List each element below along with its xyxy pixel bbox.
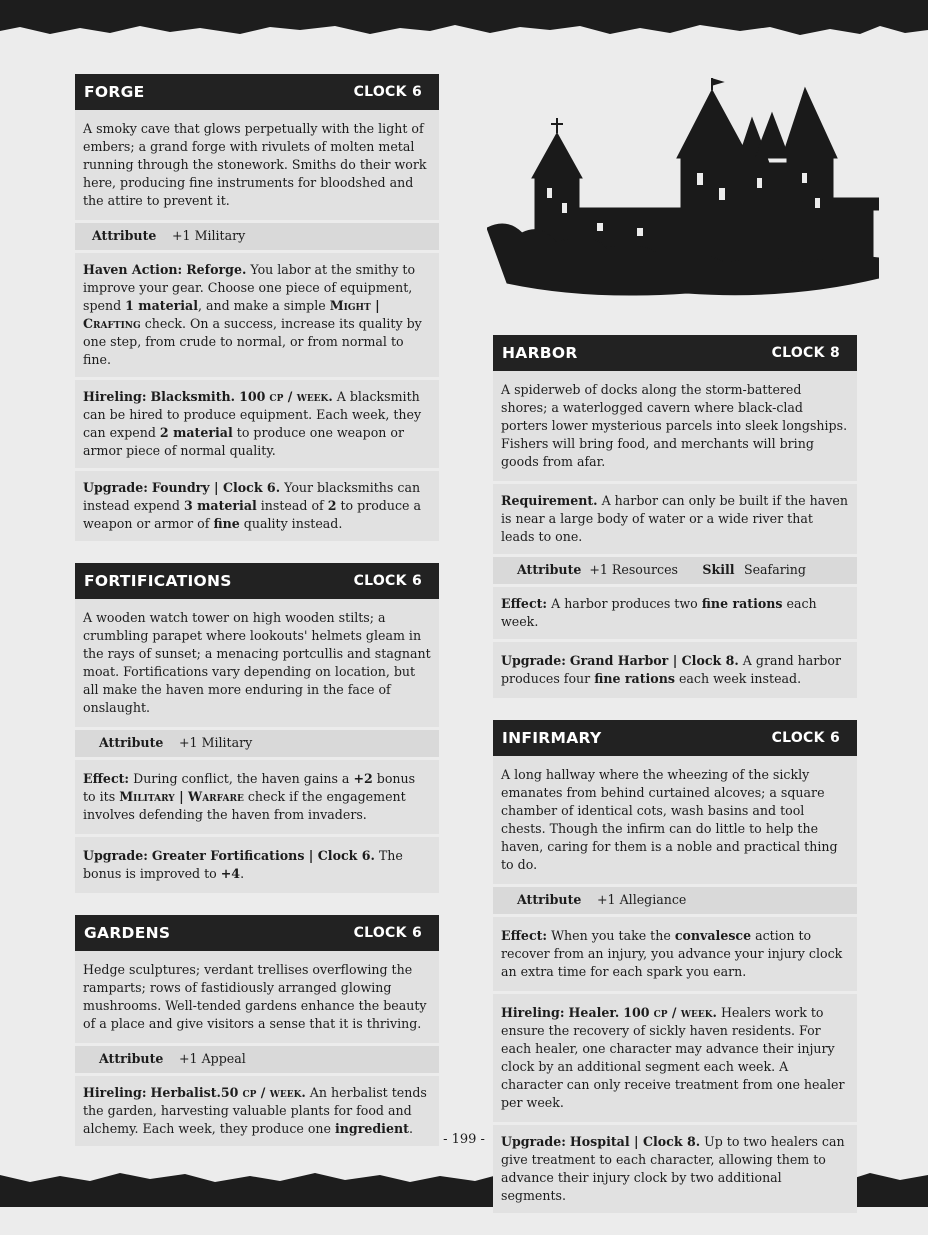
attribute-value: +1 Appeal (179, 1051, 246, 1066)
text: to produce a weapon or armor of (83, 498, 421, 531)
upgrade-name: Hospital | Clock 8. (569, 1134, 701, 1149)
fortifications-card (75, 563, 439, 893)
text: action to recover from an injury, you advance your injury clock an extra time for each spark you earn. (501, 928, 843, 979)
effect-label: Effect: (83, 771, 130, 786)
text: check. On a success, increase its quality by one step, from crude to normal, or from normal to fine. (83, 316, 422, 367)
infirmary-clock: CLOCK 6 (771, 730, 840, 746)
upgrade-label: Upgrade: (501, 653, 566, 668)
skill-label: Skill (702, 562, 735, 577)
harbor-attribute-row (493, 554, 857, 584)
harbor-description: A spiderweb of docks along the storm-battered shores; a waterlogged cavern where black-clad porters lower mysterious parcels into sleek longships. Fishers will bring food, and merchants will bring goods from afar. (493, 371, 857, 481)
hireling-name: Healer. (568, 1005, 620, 1020)
hireling-label: Hireling: (83, 389, 147, 404)
forge-header (75, 74, 439, 110)
text: to produce one weapon or armor piece of normal quality. (83, 425, 404, 458)
gardens-card (75, 915, 439, 1146)
forge-upgrade (75, 468, 439, 541)
infirmary-effect (493, 914, 857, 991)
forge-attribute-row (75, 220, 439, 250)
forge-clock: CLOCK 6 (353, 84, 422, 100)
bold-text: ingredient (334, 1121, 409, 1136)
check-name: Military | Warfare (119, 789, 244, 804)
bold-text: 2 material (159, 425, 233, 440)
hireling-label: Hireling: (83, 1085, 147, 1100)
text: each week instead. (674, 671, 802, 686)
fortifications-attribute-row (75, 727, 439, 757)
text: check if the engagement involves defending the haven from invaders. (83, 789, 406, 822)
fortifications-clock: CLOCK 6 (353, 573, 422, 589)
attribute-value: +1 Allegiance (597, 892, 687, 907)
harbor-clock: CLOCK 8 (771, 345, 840, 361)
attribute-label: Attribute (99, 1051, 164, 1066)
effect-label: Effect: (501, 928, 548, 943)
bold-text: fine rations (594, 671, 675, 686)
requirement-label: Requirement. (501, 493, 598, 508)
harbor-card (493, 335, 857, 698)
fortifications-upgrade (75, 834, 439, 893)
text: . (408, 1121, 413, 1136)
gardens-title: GARDENS (84, 924, 171, 942)
upgrade-name: Grand Harbor | Clock 8. (569, 653, 739, 668)
castle-illustration (487, 78, 879, 300)
harbor-effect (493, 584, 857, 639)
bold-text: +4 (220, 866, 241, 881)
text: Your blacksmiths can instead expend (83, 480, 421, 513)
fortifications-header (75, 563, 439, 599)
hireling-cost: 100 (623, 1005, 650, 1020)
hireling-cost-unit: cp / week. (269, 389, 333, 404)
upgrade-label: Upgrade: (501, 1134, 566, 1149)
hireling-label: Hireling: (501, 1005, 565, 1020)
text: A grand harbor produces four (501, 653, 841, 686)
text: A harbor can only be built if the haven is near a large body of water or a wide river that leads to one. (501, 493, 848, 544)
bold-text: fine rations (701, 596, 783, 611)
hireling-name: Herbalist. (150, 1085, 221, 1100)
text: . (240, 866, 245, 881)
infirmary-header (493, 720, 857, 756)
forge-card (75, 74, 439, 541)
bold-text: convalesce (674, 928, 752, 943)
text: Healers work to ensure the recovery of sickly haven residents. For each healer, one character may advance their injury clock by an additional segment each week. A character can only receive treatment from one healer per week. (501, 1005, 845, 1110)
attribute-label: Attribute (99, 735, 164, 750)
attribute-value: +1 Military (172, 228, 246, 243)
right-column (493, 335, 857, 1235)
check-name: Might | Crafting (83, 298, 380, 331)
upgrade-name: Greater Fortifications | Clock 6. (151, 848, 375, 863)
skill-value: Seafaring (743, 562, 806, 577)
fortifications-description: A wooden watch tower on high wooden stilts; a crumbling parapet where lookouts' helmets gleam in the rays of sunset; a menacing portcullis and stagnant moat. Fortifications vary depending on location, but all make the haven more enduring in the face of onslaught. (75, 599, 439, 727)
infirmary-title: INFIRMARY (502, 729, 602, 747)
text: instead of (256, 498, 328, 513)
infirmary-description: A long hallway where the wheezing of the sickly emanates from behind curtained alcoves; a square chamber of identical cots, wash basins and tool chests. Though the infirm can do little to help the haven, caring for them is a noble and practical thing to do. (493, 756, 857, 884)
bold-text: 3 material (183, 498, 257, 513)
forge-haven-action (75, 250, 439, 377)
effect-label: Effect: (501, 596, 548, 611)
text: A harbor produces two (547, 596, 702, 611)
attribute-label: Attribute (517, 892, 582, 907)
forge-description: A smoky cave that glows perpetually with the light of embers; a grand forge with rivulets of molten metal running through the stonework. Smiths do their work here, producing fine instruments for bloodshed and the attire to prevent it. (75, 110, 439, 220)
harbor-requirement (493, 481, 857, 554)
upgrade-label: Upgrade: (83, 480, 148, 495)
hireling-name: Blacksmith. (150, 389, 236, 404)
hireling-cost-unit: cp / week. (653, 1005, 717, 1020)
attribute-label: Attribute (517, 562, 582, 577)
fortifications-effect (75, 757, 439, 834)
fortifications-title: FORTIFICATIONS (84, 572, 232, 590)
upgrade-name: Foundry | Clock 6. (151, 480, 281, 495)
haven-action-name: Reforge. (186, 262, 247, 277)
text: A blacksmith can be hired to produce equipment. Each week, they can expend (83, 389, 422, 440)
bold-text: fine (213, 516, 240, 531)
harbor-title: HARBOR (502, 344, 578, 362)
attribute-value: +1 Resources (589, 562, 678, 577)
infirmary-attribute-row (493, 884, 857, 914)
gardens-header (75, 915, 439, 951)
upgrade-label: Upgrade: (83, 848, 148, 863)
attribute-label: Attribute (92, 228, 157, 243)
forge-title: FORGE (84, 83, 145, 101)
text: Up to two healers can give treatment to each character, allowing them to advance their injury clock by two additional segments. (501, 1134, 845, 1203)
hireling-cost-unit: cp / week. (242, 1085, 306, 1100)
torn-edge-top (0, 0, 928, 40)
harbor-header (493, 335, 857, 371)
gardens-clock: CLOCK 6 (353, 925, 422, 941)
infirmary-hireling (493, 991, 857, 1122)
hireling-cost: 100 (239, 389, 266, 404)
bold-text: 1 material (125, 298, 198, 313)
attribute-value: +1 Military (179, 735, 253, 750)
text: bonus to its (83, 771, 416, 804)
left-column (75, 74, 439, 1168)
bold-text: 2 (327, 498, 337, 513)
text: The bonus is improved to (83, 848, 403, 881)
text: each week. (501, 596, 817, 629)
haven-action-label: Haven Action: (83, 262, 183, 277)
gardens-description: Hedge sculptures; verdant trellises overflowing the ramparts; rows of fastidiously arranged glowing mushrooms. Well-tended gardens enhance the beauty of a place and give visitors a sense that it is thriving. (75, 951, 439, 1043)
forge-hireling (75, 377, 439, 468)
text: During conflict, the haven gains a (129, 771, 354, 786)
gardens-attribute-row (75, 1043, 439, 1073)
page-number: - 199 - (443, 1132, 485, 1147)
hireling-cost: 50 (220, 1085, 239, 1100)
text: An herbalist tends the garden, harvesting valuable plants for food and alchemy. Each week, they produce one (83, 1085, 427, 1136)
harbor-upgrade (493, 639, 857, 698)
text: , and make a simple (197, 298, 330, 313)
text: quality instead. (239, 516, 343, 531)
text: You labor at the smithy to improve your gear. Choose one piece of equipment, spend (83, 262, 416, 313)
bold-text: +2 (353, 771, 373, 786)
text: When you take the (547, 928, 675, 943)
